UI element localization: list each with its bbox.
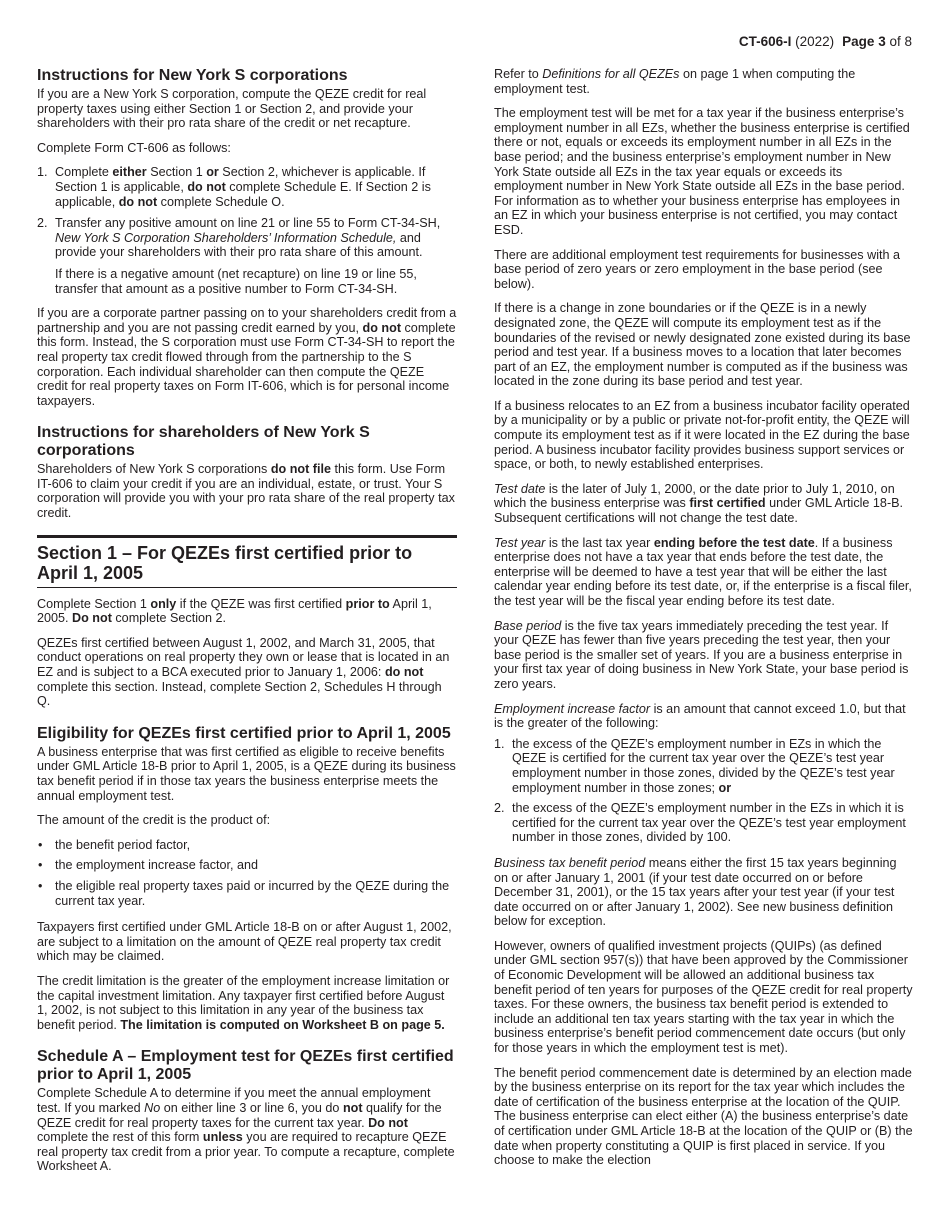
credit-product-text: The amount of the credit is the product of:	[37, 813, 271, 828]
eligibility-title: Eligibility for QEZEs first certified prior to April 1, 2005	[37, 724, 451, 742]
nys-intro: If you are a New York S corporation, compute the QEZE credit for real property taxes using either Section 1 or Section 2, and provide your shareholders with their pro rata share of the credit or net recapture.	[37, 87, 427, 131]
nys-title: Instructions for New York S corporations	[37, 67, 348, 84]
list-item: 1. Complete either Section 1 or Section 2, whichever is applicable. If Section 1 is applicable, do not complete Schedule E. If Section 2 is applicable, do not complete Schedule O.	[37, 165, 431, 209]
limitation-text: Taxpayers first certified under GML Article 18-B on or after August 1, 2002, are subject to a limitation on the amount of QEZE real property tax credit which may be claimed.	[37, 920, 452, 964]
shareholders-title: Instructions for shareholders of New York S corporations	[37, 424, 370, 460]
quip-text: However, owners of qualified investment projects (QUIPs) (as defined under GML section 957(s)) that have been approved by the Commissioner of Economic Development will be allowed an additional business tax benefit period of ten years for purposes of the QEZE credit for real property taxes. For these owners, the business tax benefit period is extended to include an additional ten tax years starting with the tax year in which the business enterprise’s benefit period commencement date occurs (but only for those years in which the employment test is met).	[494, 938, 913, 1056]
definitions-ref: Refer to Definitions for all QEZEs on page 1 when computing the employment test.	[494, 67, 856, 96]
left-column	[37, 67, 457, 1184]
page-label: Page 3	[842, 34, 886, 49]
zone-boundaries-text: If there is a change in zone boundaries or if the QEZE is in a newly designated zone, the QEZE will compute its employment test as if the boundaries of the revised or newly designated zone existed during its base period and test year. If a business moves to a location that later becomes part of an EZ, the employment number is computed as if the business was located in the zone during its base period and test year.	[494, 301, 911, 389]
list-item: • the employment increase factor, and	[38, 858, 259, 873]
base-period-def: Base period is the five tax years immediately preceding the test year. If your QEZE has fewer than five years preceding the test year, then your base period is the smaller set of years. If you are a business enterprise in your first tax year of doing business in New York State, your base period is zero years.	[494, 618, 909, 691]
eligibility-text: A business enterprise that was first certified as eligible to receive benefits under GML Article 18-B prior to April 1, 2005, is a QEZE during its business tax benefit period if in those tax years the business enterprise meets the annual employment test.	[37, 744, 456, 803]
commencement-date-text: The benefit period commencement date is determined by an election made by the business enterprise on its report for the tax year which includes the date of certification of the business enterprise at the location of the QUIP. The business enterprise can elect either (A) the business enterprise’s date of certification under GML Article 18-B at the location of the QUIP or (B) the date when property constituting a QUIP is first placed in service. If you choose to make the election	[494, 1065, 913, 1168]
additional-requirements: There are additional employment test requirements for businesses with a base period of zero years or zero employment in the base period (see below).	[494, 247, 901, 291]
form-year: (2022)	[795, 34, 835, 49]
page-of: of 8	[889, 34, 912, 49]
section-1-title: Section 1 – For QEZEs first certified prior to April 1, 2005	[37, 535, 457, 588]
section-1-text: Complete Section 1 only if the QEZE was first certified prior to April 1, 2005. Do not complete Section 2.	[37, 596, 432, 626]
test-date-def: Test date is the later of July 1, 2000, or the date prior to July 1, 2010, on which the business enterprise was first certified under GML Article 18-B. Subsequent certifications will not change the test date.	[494, 481, 904, 526]
credit-limitation-text: The credit limitation is the greater of the employment increase limitation or the capital investment limitation. Any taxpayer first certified before August 1, 2002, is not subject to this limitation in any year of the business tax benefit period. The limitation is computed on Worksheet B on page 5.	[37, 973, 450, 1032]
section-1-qeze-note: QEZEs first certified between August 1, 2002, and March 31, 2005, that conduct operations on real property they own or lease that is located in an EZ and is subject to a BCA executed prior to January 1, 2006: do not complete this section. Instead, complete Section 2, Schedules H through Q.	[37, 635, 450, 709]
list-item: • the benefit period factor,	[38, 837, 191, 852]
nys-corporate-partner: If you are a corporate partner passing on to your shareholders credit from a partnership and you are not passing credit earned by you, do not complete this form. Instead, the S corporation must use Form CT-34-SH to report the real property tax credit flowed through from the partnership to the S corporation. Each individual shareholder can then compute the QEZE credit for real property taxes on Form IT-606, which is for personal income taxpayers.	[37, 306, 457, 408]
list-item: 2. Transfer any positive amount on line 21 or line 55 to Form CT-34-SH, New York S Corporation Shareholders’ Information Schedule, and provide your shareholders with their pro rata share of this amount.	[37, 216, 441, 260]
shareholders-text: Shareholders of New York S corporations do not file this form. Use Form IT-606 to claim your credit if you are an individual, estate, or trust. Your S corporation will provide you with your pro rata share of the real property tax credit.	[37, 462, 455, 521]
schedule-a-title: Schedule A – Employment test for QEZEs first certified prior to April 1, 2005	[37, 1048, 454, 1084]
right-column	[494, 67, 914, 1178]
form-id: CT-606-I	[738, 34, 792, 49]
list-item: 2. the excess of the QEZE’s employment number in the EZs in which it is certified for the current tax year over the QEZE’s test year employment number in those zones, divided by 100.	[494, 801, 906, 845]
employment-increase-def: Employment increase factor is an amount that cannot exceed 1.0, but that is the greater of the following:	[494, 701, 906, 731]
page-header	[739, 35, 912, 50]
list-item-note: If there is a negative amount (net recapture) on line 19 or line 55, transfer that amount as a positive number to Form CT-34-SH.	[55, 266, 417, 296]
benefit-period-def: Business tax benefit period means either the first 15 tax years beginning on or after January 1, 2001 (if your test date occurred on or before December 31, 2001), or the 15 tax years after your test year (if your test date occurred on or after January 1, 2002). See new business definition below for exception.	[494, 855, 897, 929]
employment-test-text: The employment test will be met for a tax year if the business enterprise’s employment number in all EZs, whether the business enterprise is certified there or not, equals or exceeds its employment number in all EZs in the base period; and the business enterprise’s employment number in New York State outside all EZs in the tax year equals or exceeds its employment number in New York State outside all EZs in the base period. For information as to whether your business enterprise has employees in an EZ in which your business enterprise is not certified, you may contact ESD.	[494, 106, 910, 237]
incubator-text: If a business relocates to an EZ from a business incubator facility operated by a municipality or by a public or private not-for-profit entity, the QEZE will compute its employment test as if it were located in the EZ during the base period. A business incubator facility provides business support services or space, or both, to newly established enterprises.	[494, 398, 910, 472]
list-item: 1. the excess of the QEZE’s employment number in EZs in which the QEZE is certified for the current tax year over the QEZE’s test year employment number in those zones, divided by the QEZE’s test year employment number in those zones; or	[494, 736, 895, 795]
schedule-a-text: Complete Schedule A to determine if you meet the annual employment test. If you marked No on either line 3 or line 6, you do not qualify for the QEZE credit for real property taxes for the current tax year. Do not complete the rest of this form unless you are required to recapture QEZE real property tax credit from a prior year. To compute a recapture, complete Worksheet A.	[37, 1086, 455, 1174]
test-year-def: Test year is the last tax year ending before the test date. If a business enterprise does not have a tax year that ends before the test date, the enterprise will be deemed to have a test year that will be either the last calendar year ending before its test date, or, if the enterprise is a fiscal filer, the test year will be the fiscal year ending before its test date.	[494, 535, 912, 608]
list-item: • the eligible real property taxes paid or incurred by the QEZE during the current tax year.	[38, 878, 450, 908]
nys-complete: Complete Form CT-606 as follows:	[37, 140, 231, 155]
